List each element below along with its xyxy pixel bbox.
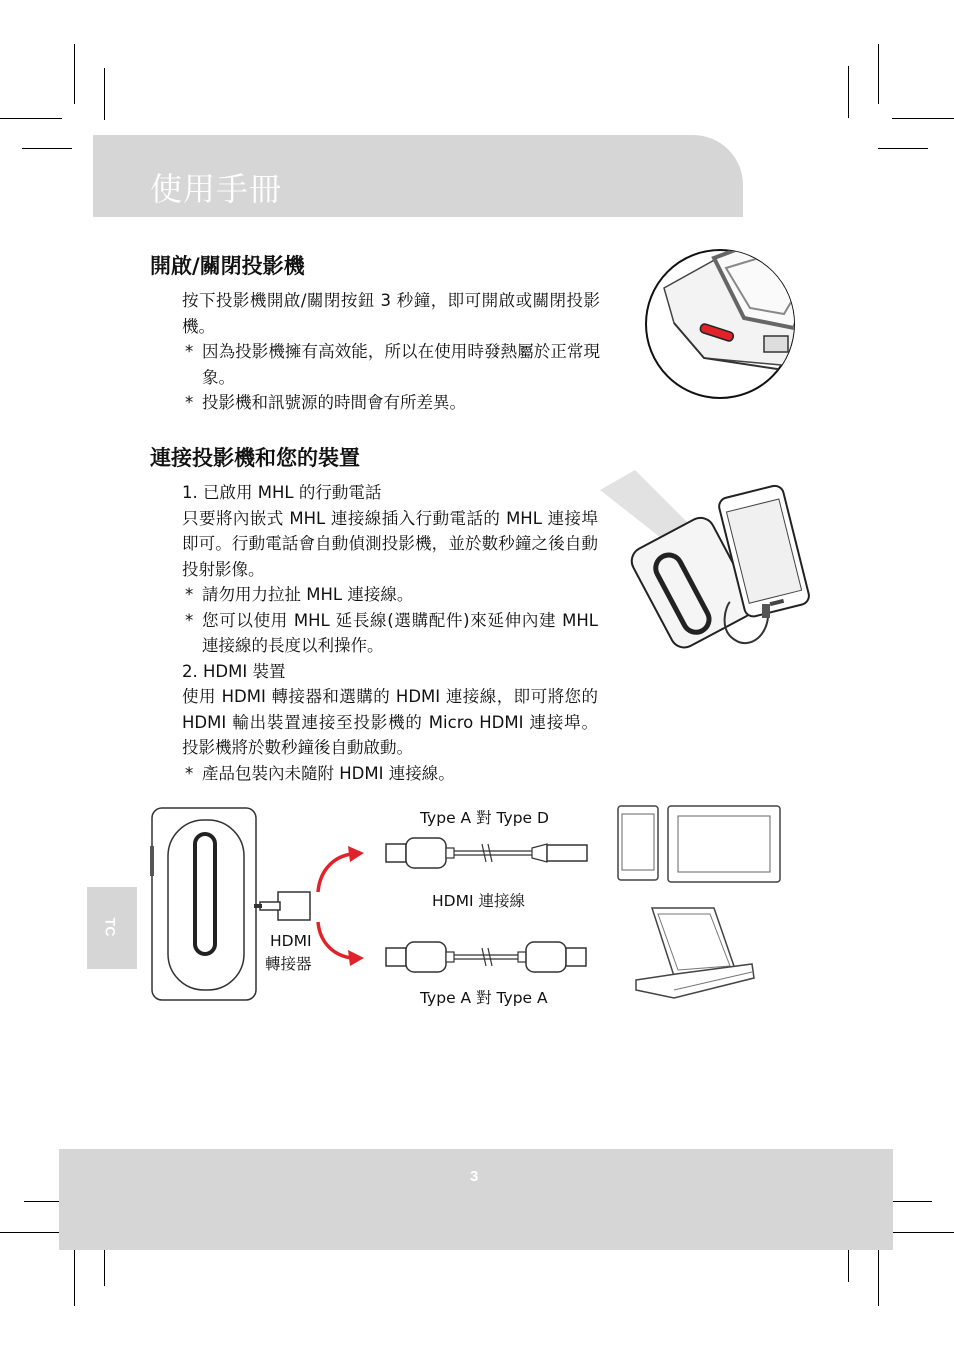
crop-mark (0, 118, 62, 119)
crop-mark (878, 1246, 879, 1306)
crop-mark (74, 44, 75, 104)
language-tab: TC (87, 887, 137, 969)
crop-mark (892, 1232, 954, 1233)
power-note: * 因為投影機擁有高效能，所以在使用時發熱屬於正常現象。 (185, 342, 600, 387)
hdmi-title: 2. HDMI 裝置 (182, 661, 286, 681)
section-heading-power: 開啟/關閉投影機 (150, 254, 305, 278)
adapter-label: 轉接器 (265, 955, 312, 973)
cable-top-label: Type A 對 Type D (420, 809, 549, 827)
hdmi-instruction: 使用 HDMI 轉接器和選購的 HDMI 連接線，即可將您的 HDMI 輸出裝置連接至投影機的 Micro HDMI 連接埠。投影機將於數秒鐘後自動啟動。 (182, 687, 598, 757)
crop-mark (878, 148, 928, 149)
power-paragraph (182, 288, 600, 416)
crop-mark (74, 1246, 75, 1306)
crop-mark (0, 1232, 62, 1233)
power-button-illustration (644, 248, 796, 400)
crop-mark (878, 44, 879, 104)
footer-bar (59, 1149, 893, 1250)
crop-mark (848, 66, 849, 118)
cable-bottom-label: Type A 對 Type A (420, 989, 548, 1007)
phone-projector-illustration (600, 470, 818, 666)
power-instruction: 按下投影機開啟/關閉按鈕 3 秒鐘，即可開啟或關閉投影機。 (182, 291, 600, 336)
mhl-note: * 請勿用力拉扯 MHL 連接線。 (185, 585, 414, 604)
hdmi-devices-illustration (614, 804, 784, 1004)
mhl-title: 1. 已啟用 MHL 的行動電話 (182, 483, 382, 502)
power-note: * 投影機和訊號源的時間會有所差異。 (185, 393, 466, 412)
adapter-label: HDMI (270, 932, 312, 950)
page-title: 使用手冊 (150, 170, 283, 208)
connect-paragraph (182, 480, 598, 786)
page-number: 3 (470, 1168, 479, 1185)
mhl-note: * 您可以使用 MHL 延長線(選購配件)來延伸內建 MHL 連接線的長度以利操作。 (185, 610, 598, 655)
crop-mark (22, 148, 72, 149)
hdmi-connection-diagram (150, 806, 320, 1006)
section-heading-connect: 連接投影機和您的裝置 (150, 446, 360, 470)
crop-mark (892, 118, 954, 119)
crop-mark (104, 68, 105, 120)
hdmi-note: * 產品包裝內未隨附 HDMI 連接線。 (185, 763, 455, 783)
arrow-icon (310, 844, 370, 969)
mhl-instruction: 只要將內嵌式 MHL 連接線插入行動電話的 MHL 連接埠即可。行動電話會自動偵測投影機，並於數秒鐘之後自動投射影像。 (182, 508, 598, 579)
cable-middle-label: HDMI 連接線 (432, 892, 525, 910)
